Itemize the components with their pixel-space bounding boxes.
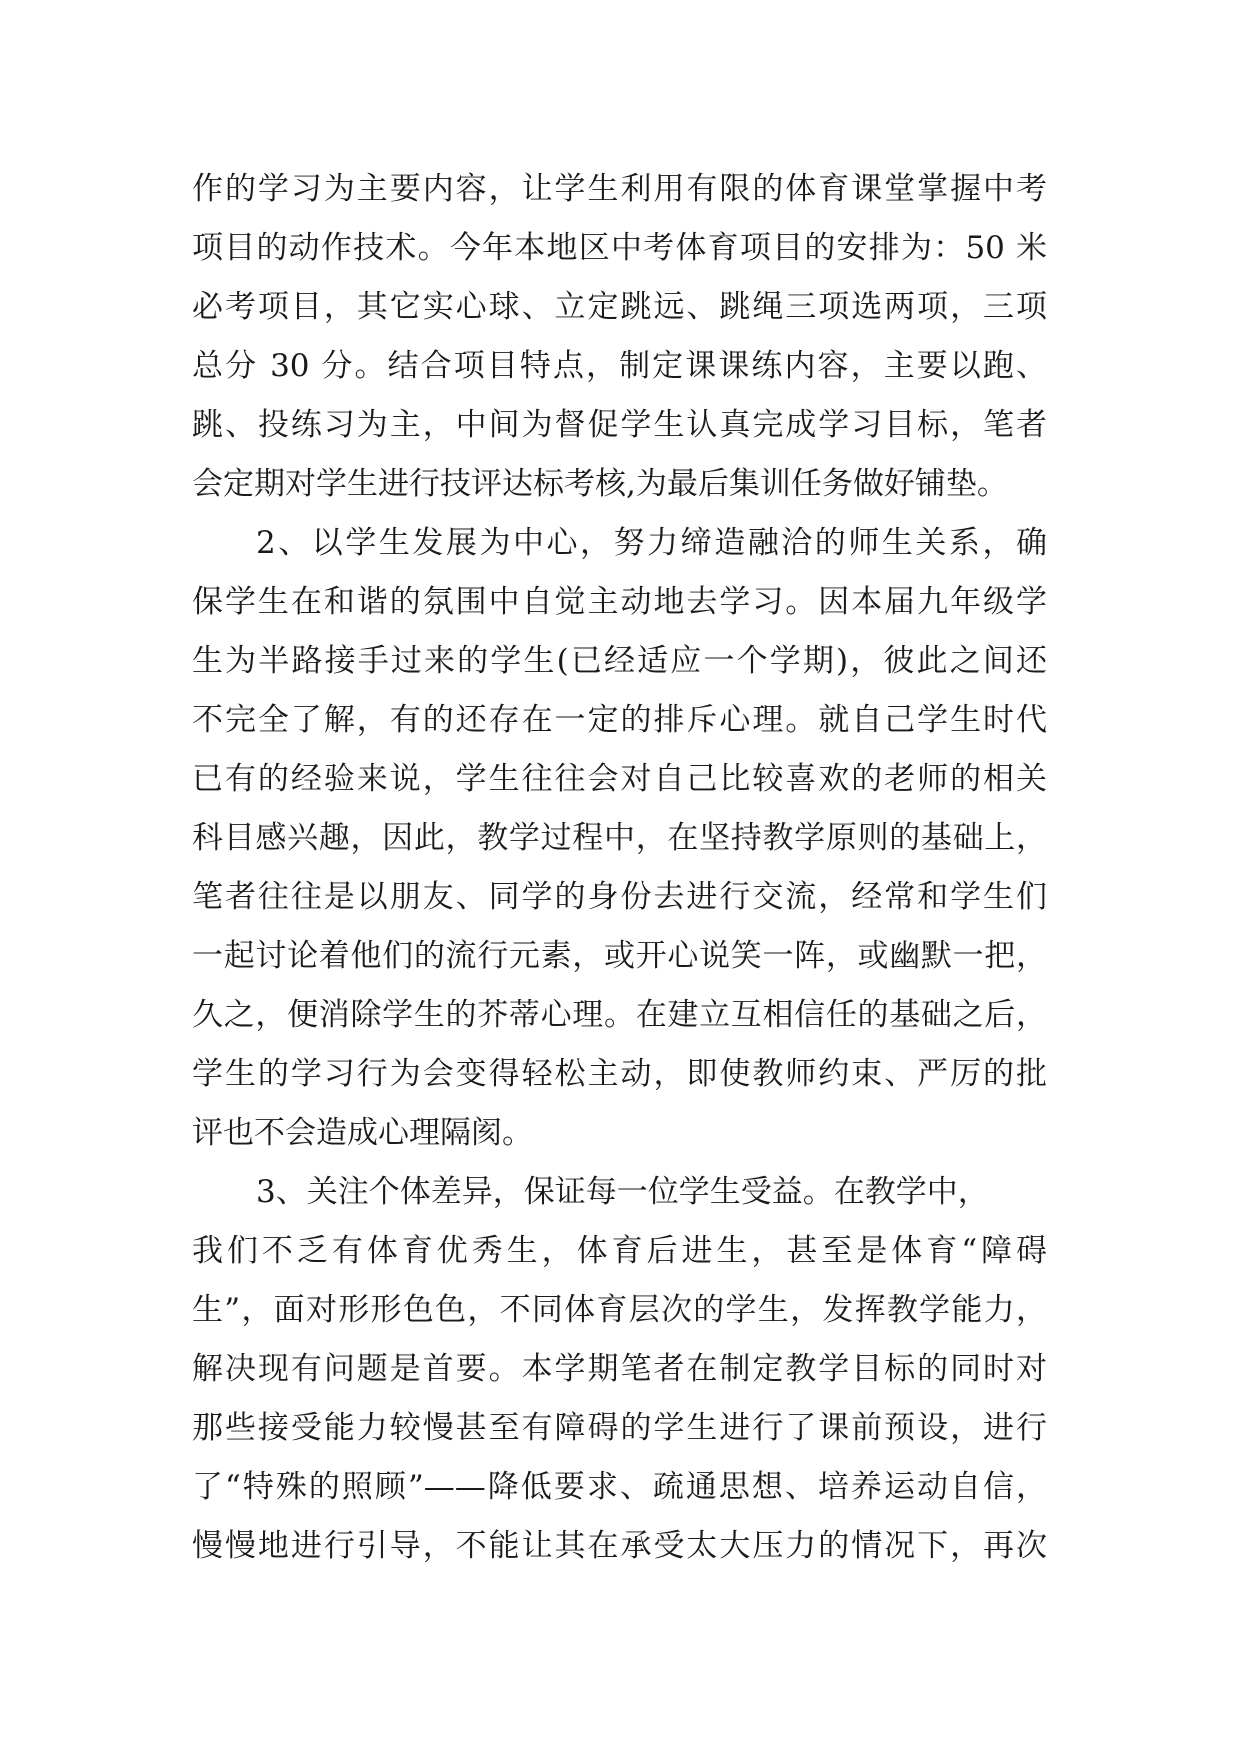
text-line: 作的学习为主要内容，让学生利用有限的体育课堂掌握中考 — [192, 171, 1047, 207]
text-line: 生为半路接手过来的学生(已经适应一个学期)，彼此之间还 — [192, 643, 1047, 679]
text-line: 慢慢地进行引导，不能让其在承受太大压力的情况下，再次 — [192, 1528, 1047, 1564]
text-line: 解决现有问题是首要。本学期笔者在制定教学目标的同时对 — [192, 1351, 1047, 1387]
text-line: 那些接受能力较慢甚至有障碍的学生进行了课前预设，进行 — [192, 1410, 1047, 1446]
body-text — [192, 160, 1047, 1576]
text-line: 笔者往往是以朋友、同学的身份去进行交流，经常和学生们 — [192, 879, 1047, 915]
text-line: 不完全了解，有的还存在一定的排斥心理。就自己学生时代 — [192, 702, 1047, 738]
text-line: 会定期对学生进行技评达标考核,为最后集训任务做好铺垫。 — [192, 466, 1008, 502]
text-line: 科目感兴趣，因此，教学过程中，在坚持教学原则的基础上， — [192, 820, 1047, 856]
paragraph-start-line: 3、关注个体差异，保证每一位学生受益。在教学中， — [256, 1174, 989, 1210]
text-line: 我们不乏有体育优秀生，体育后进生，甚至是体育“障碍 — [192, 1233, 1047, 1269]
text-line: 评也不会造成心理隔阂。 — [192, 1115, 533, 1151]
text-line: 久之，便消除学生的芥蒂心理。在建立互相信任的基础之后， — [192, 997, 1047, 1033]
text-line: 项目的动作技术。今年本地区中考体育项目的安排为：50 米 — [192, 230, 1047, 266]
text-line: 生”，面对形形色色，不同体育层次的学生，发挥教学能力， — [192, 1292, 1047, 1328]
text-line: 跳、投练习为主，中间为督促学生认真完成学习目标，笔者 — [192, 407, 1047, 443]
text-line: 学生的学习行为会变得轻松主动，即使教师约束、严厉的批 — [192, 1056, 1047, 1092]
text-line: 了“特殊的照顾”——降低要求、疏通思想、培养运动自信， — [192, 1469, 1047, 1505]
paragraph-start-line: 2、以学生发展为中心，努力缔造融洽的师生关系，确 — [256, 525, 1047, 561]
text-line: 一起讨论着他们的流行元素，或开心说笑一阵，或幽默一把， — [192, 938, 1047, 974]
text-line: 保学生在和谐的氛围中自觉主动地去学习。因本届九年级学 — [192, 584, 1047, 620]
text-line: 必考项目，其它实心球、立定跳远、跳绳三项选两项，三项 — [192, 289, 1047, 325]
text-line: 已有的经验来说，学生往往会对自己比较喜欢的老师的相关 — [192, 761, 1047, 797]
text-line: 总分 30 分。结合项目特点，制定课课练内容，主要以跑、 — [192, 348, 1047, 384]
